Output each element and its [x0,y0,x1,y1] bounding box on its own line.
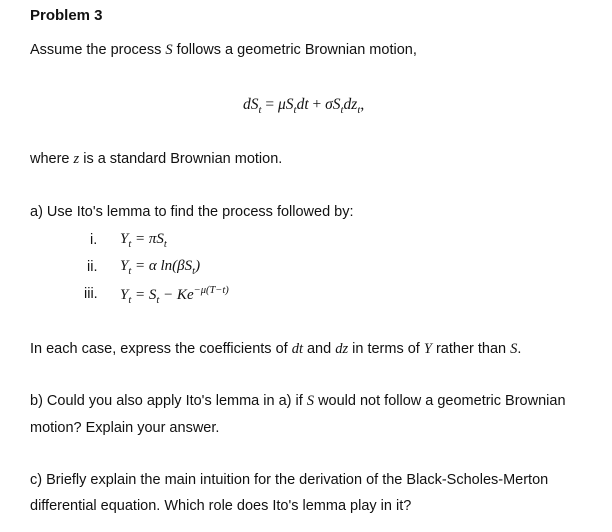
item-rhs-sub: t [163,239,167,250]
part-a-prompt: a) Use Ito's lemma to find the process followed by: [30,204,354,220]
eq-lhs: dS [243,96,259,113]
item-exponent: −μ(T−t) [193,285,229,296]
gbm-equation [243,96,364,116]
item-expression [120,258,200,277]
note-end: . [517,341,522,357]
note-s: S [510,341,518,357]
where-variable-z: z [73,151,80,167]
item-y: Y [120,258,129,274]
part-b-variable-s: S [306,393,315,409]
eq-dz: dz [343,96,358,113]
item-rest: ) [195,258,201,274]
where-sentence [30,151,282,168]
note-rather: rather than [431,341,511,357]
eq-dt: dt [296,96,309,113]
part-c-line-2: differential equation. Which role does Ito's lemma play in it? [30,498,412,514]
eq-plus: + [308,96,326,113]
item-rhs: = πS [131,231,164,247]
intro-sentence [30,42,417,59]
part-b-before: b) Could you also apply Ito's lemma in a) if [30,393,307,409]
eq-mu-sub: t [293,104,297,117]
eq-equals: = [261,96,279,113]
eq-lhs-sub: t [258,104,262,117]
part-c-line-1: c) Briefly explain the main intuition for the derivation of the Black-Scholes-Merton [30,472,549,488]
note-y: Y [423,341,432,357]
item-numeral: i. [90,232,98,248]
item-y: Y [120,231,129,247]
part-b-after: would not follow a geometric Brownian [314,393,566,409]
intro-text-before: Assume the process [30,42,166,58]
item-expression [120,285,229,306]
problem-title: Problem 3 [30,7,103,24]
eq-dz-sub: t [357,104,361,117]
note-and: and [302,341,336,357]
item-numeral: ii. [87,259,98,275]
note-dt: dt [291,341,303,357]
eq-mu: μS [278,96,294,113]
item-rhs: = S [131,287,157,303]
item-y-sub: t [128,239,132,250]
eq-sigma-sub: t [340,104,344,117]
item-rhs-sub: t [156,295,160,306]
item-rhs-sub: t [192,266,196,277]
intro-variable-s: S [165,42,173,58]
item-y-sub: t [128,295,132,306]
part-b-line-2: motion? Explain your answer. [30,420,220,436]
intro-text-after: follows a geometric Brownian motion, [172,42,417,58]
eq-comma: , [360,96,365,113]
item-rhs: = α ln(βS [131,258,193,274]
item-expression [120,231,167,250]
eq-sigma: σS [325,96,341,113]
where-before: where [30,151,74,167]
item-rest: − Ke [159,287,194,303]
note-dz: dz [335,341,349,357]
note-before: In each case, express the coefficients of [30,341,292,357]
where-after: is a standard Brownian motion. [79,151,283,167]
part-b-line-1 [30,393,566,410]
note-middle: in terms of [348,341,424,357]
part-a-note [30,341,521,358]
item-y: Y [120,287,129,303]
item-y-sub: t [128,266,132,277]
item-numeral: iii. [84,286,98,302]
